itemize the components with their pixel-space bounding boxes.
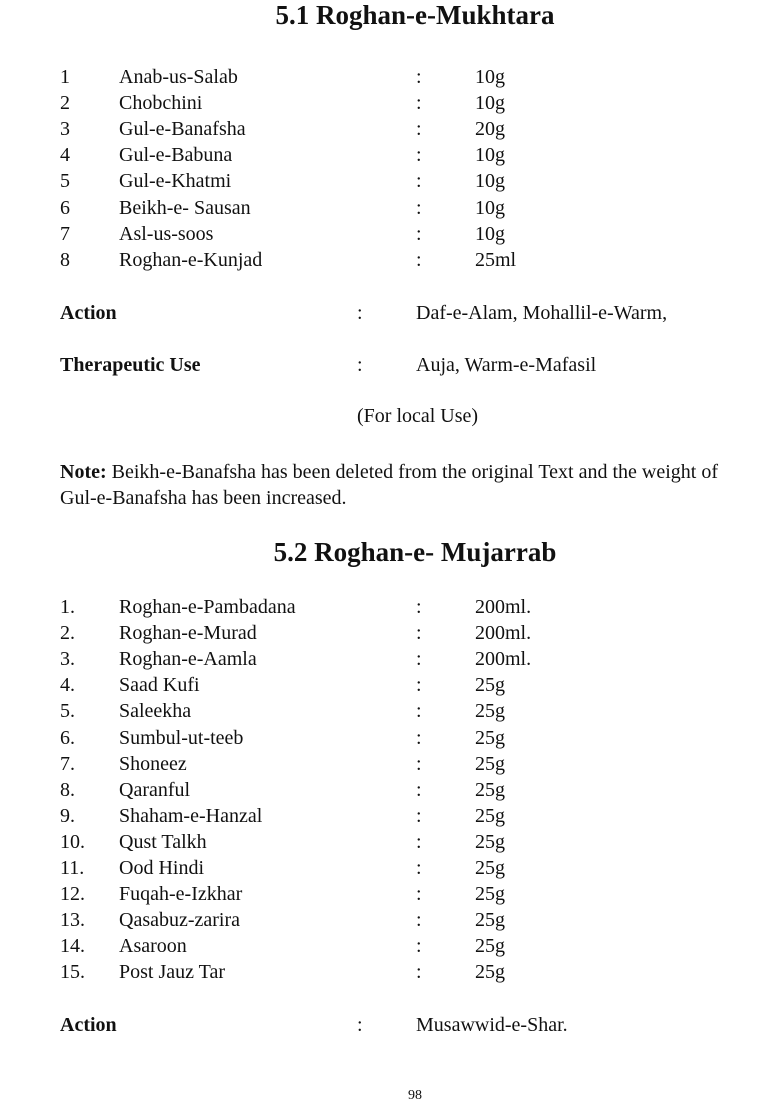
colon: : xyxy=(416,909,422,932)
item-quantity: 25g xyxy=(475,778,505,801)
colon: : xyxy=(416,883,422,906)
list-item xyxy=(0,933,780,959)
item-number: 1 xyxy=(60,66,70,88)
item-name: Chobchini xyxy=(119,92,203,115)
item-quantity: 25g xyxy=(475,674,505,697)
item-name: Ood Hindi xyxy=(119,857,204,879)
colon: : xyxy=(416,726,422,749)
item-quantity: 10g xyxy=(475,144,505,167)
item-number: 9. xyxy=(60,804,75,827)
note-paragraph xyxy=(60,459,750,511)
item-number: 5. xyxy=(60,700,75,723)
list-item xyxy=(0,195,780,221)
item-quantity: 25g xyxy=(475,857,505,879)
list-item xyxy=(0,672,780,698)
colon: : xyxy=(357,354,363,376)
item-quantity: 25g xyxy=(475,752,505,775)
list-item xyxy=(0,777,780,803)
item-name: Asl-us-soos xyxy=(119,222,214,245)
colon: : xyxy=(416,222,422,245)
item-quantity: 25g xyxy=(475,961,505,984)
list-item xyxy=(0,959,780,985)
item-name: Qaranful xyxy=(119,778,191,801)
list-item xyxy=(0,803,780,829)
item-quantity: 25g xyxy=(475,726,505,749)
list-item xyxy=(0,907,780,933)
note-label: Note: xyxy=(60,461,107,483)
item-number: 2 xyxy=(60,92,70,115)
item-quantity: 25g xyxy=(475,804,505,827)
list-item xyxy=(0,142,780,168)
item-number: 8 xyxy=(60,248,70,271)
item-number: 15. xyxy=(60,961,85,984)
item-name: Roghan-e-Kunjad xyxy=(119,248,263,271)
therapeutic-use-value: Auja, Warm-e-Mafasil xyxy=(416,354,597,376)
list-item xyxy=(0,247,780,273)
list-item xyxy=(0,620,780,646)
item-name: Sumbul-ut-teeb xyxy=(119,726,244,749)
item-name: Fuqah-e-Izkhar xyxy=(119,883,243,906)
item-number: 12. xyxy=(60,883,85,906)
item-number: 6. xyxy=(60,726,75,749)
list-item xyxy=(0,90,780,116)
item-quantity: 25g xyxy=(475,830,505,853)
item-number: 8. xyxy=(60,778,75,801)
colon: : xyxy=(416,648,422,671)
item-quantity: 200ml. xyxy=(475,622,532,645)
list-item xyxy=(0,646,780,672)
colon: : xyxy=(416,144,422,167)
list-item xyxy=(0,594,780,620)
item-name: Saleekha xyxy=(119,700,192,723)
item-number: 13. xyxy=(60,909,85,932)
item-number: 4. xyxy=(60,674,75,697)
item-number: 1. xyxy=(60,596,75,618)
item-name: Roghan-e-Pambadana xyxy=(119,596,296,618)
colon: : xyxy=(357,1014,363,1036)
item-number: 14. xyxy=(60,935,85,958)
colon: : xyxy=(416,196,422,219)
colon: : xyxy=(416,935,422,958)
item-name: Roghan-e-Aamla xyxy=(119,648,257,671)
item-quantity: 20g xyxy=(475,118,505,141)
action-value: Musawwid-e-Shar. xyxy=(416,1014,568,1036)
colon: : xyxy=(416,596,422,618)
colon: : xyxy=(416,92,422,115)
colon: : xyxy=(416,622,422,645)
item-quantity: 25g xyxy=(475,883,505,906)
list-item xyxy=(0,116,780,142)
item-name: Shaham-e-Hanzal xyxy=(119,804,263,827)
action-value: Daf-e-Alam, Mohallil-e-Warm, xyxy=(416,302,668,324)
item-quantity: 10g xyxy=(475,170,505,193)
item-name: Qust Talkh xyxy=(119,830,207,853)
list-item xyxy=(0,751,780,777)
list-item xyxy=(0,221,780,247)
item-number: 11. xyxy=(60,857,85,879)
item-quantity: 10g xyxy=(475,92,505,115)
item-quantity: 10g xyxy=(475,196,505,219)
colon: : xyxy=(416,857,422,879)
local-use-note: (For local Use) xyxy=(357,405,479,427)
page-number: 98 xyxy=(408,1088,422,1103)
colon: : xyxy=(357,302,363,324)
item-quantity: 10g xyxy=(475,222,505,245)
item-quantity: 25ml xyxy=(475,248,517,271)
item-quantity: 200ml. xyxy=(475,648,532,671)
item-number: 6 xyxy=(60,196,70,219)
item-number: 4 xyxy=(60,144,70,167)
item-name: Gul-e-Banafsha xyxy=(119,118,246,141)
item-number: 7. xyxy=(60,752,75,775)
colon: : xyxy=(416,674,422,697)
item-name: Gul-e-Khatmi xyxy=(119,170,232,193)
item-name: Gul-e-Babuna xyxy=(119,144,233,167)
list-item xyxy=(0,829,780,855)
item-name: Post Jauz Tar xyxy=(119,961,225,984)
item-number: 3 xyxy=(60,118,70,141)
list-item xyxy=(0,725,780,751)
colon: : xyxy=(416,778,422,801)
section-title: 5.1 Roghan-e-Mukhtara xyxy=(275,0,555,30)
item-name: Saad Kufi xyxy=(119,674,200,697)
colon: : xyxy=(416,752,422,775)
item-number: 10. xyxy=(60,830,85,853)
colon: : xyxy=(416,830,422,853)
colon: : xyxy=(416,170,422,193)
item-name: Shoneez xyxy=(119,752,187,775)
colon: : xyxy=(416,118,422,141)
item-quantity: 25g xyxy=(475,700,505,723)
item-quantity: 10g xyxy=(475,66,505,88)
section-title: 5.2 Roghan-e- Mujarrab xyxy=(273,537,557,567)
list-item xyxy=(0,168,780,194)
item-name: Anab-us-Salab xyxy=(119,66,238,88)
list-item xyxy=(0,881,780,907)
list-item xyxy=(0,698,780,724)
colon: : xyxy=(416,700,422,723)
item-number: 7 xyxy=(60,222,70,245)
item-quantity: 25g xyxy=(475,935,505,958)
colon: : xyxy=(416,961,422,984)
colon: : xyxy=(416,804,422,827)
list-item xyxy=(0,855,780,881)
item-number: 3. xyxy=(60,648,75,671)
item-name: Asaroon xyxy=(119,935,187,958)
item-name: Qasabuz-zarira xyxy=(119,909,241,932)
action-label: Action xyxy=(60,302,117,324)
colon: : xyxy=(416,66,422,88)
item-name: Beikh-e- Sausan xyxy=(119,196,251,219)
therapeutic-use-label: Therapeutic Use xyxy=(60,354,201,376)
item-quantity: 25g xyxy=(475,909,505,932)
list-item xyxy=(0,64,780,90)
item-number: 2. xyxy=(60,622,75,645)
item-name: Roghan-e-Murad xyxy=(119,622,257,645)
note-text: Beikh-e-Banafsha has been deleted from the original Text and the weight of Gul-e-Banafsha has been increased. xyxy=(60,461,718,509)
item-number: 5 xyxy=(60,170,70,193)
action-label: Action xyxy=(60,1014,117,1036)
colon: : xyxy=(416,248,422,271)
item-quantity: 200ml. xyxy=(475,596,532,618)
